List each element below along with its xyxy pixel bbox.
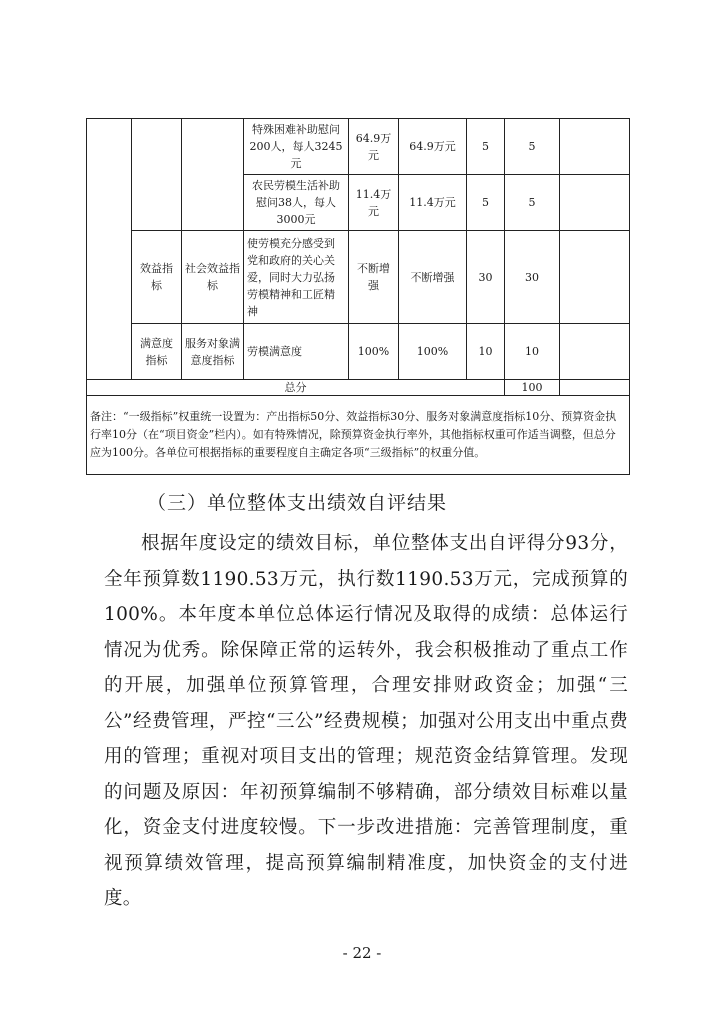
remark-cell bbox=[560, 119, 630, 175]
remark-cell bbox=[560, 175, 630, 231]
actual-cell: 64.9万元 bbox=[399, 119, 467, 175]
indicator-cell: 农民劳模生活补助慰问38人，每人3000元 bbox=[244, 175, 349, 231]
score-cell: 5 bbox=[505, 119, 560, 175]
level2-cell bbox=[132, 119, 182, 231]
actual-cell: 11.4万元 bbox=[399, 175, 467, 231]
table-row bbox=[87, 119, 630, 175]
table-row bbox=[87, 324, 630, 380]
remark-cell bbox=[560, 380, 630, 396]
level3-cell: 社会效益指标 bbox=[182, 231, 244, 324]
score-cell: 5 bbox=[505, 175, 560, 231]
total-label: 总分 bbox=[87, 380, 505, 396]
level3-cell: 服务对象满意度指标 bbox=[182, 324, 244, 380]
indicator-cell: 特殊困难补助慰问200人，每人3245元 bbox=[244, 119, 349, 175]
body-paragraph: 根据年度设定的绩效目标，单位整体支出自评得分93分，全年预算数1190.53万元，执行数1190.53万元，完成预算的100%。本年度本单位总体运行情况及取得的成绩：总体运行情况为优秀。除保障正常的运转外，我会积极推动了重点工作的开展，加强单位预算管理，合理安排财政资金；加强“三公”经费管理，严控“三公”经费规模；加强对公用支出中重点费用的管理；重视对项目支出的管理；规范资金结算管理。发现的问题及原因：年初预算编制不够精确，部分绩效目标难以量化，资金支付进度较慢。下一步改进措施：完善管理制度，重视预算绩效管理，提高预算编制精准度，加快资金的支付进度。 bbox=[104, 533, 628, 909]
performance-indicator-table bbox=[86, 118, 630, 475]
indicator-cell: 使劳模充分感受到党和政府的关心关爱，同时大力弘扬劳模精神和工匠精神 bbox=[244, 231, 349, 324]
target-cell: 不断增强 bbox=[349, 231, 399, 324]
remark-cell bbox=[560, 231, 630, 324]
table-row bbox=[87, 231, 630, 324]
level2-cell: 效益指标 bbox=[132, 231, 182, 324]
weight-cell: 5 bbox=[467, 119, 505, 175]
weight-cell: 30 bbox=[467, 231, 505, 324]
target-cell: 100% bbox=[349, 324, 399, 380]
total-row bbox=[87, 380, 630, 396]
weight-cell: 5 bbox=[467, 175, 505, 231]
total-score: 100 bbox=[505, 380, 560, 396]
target-cell: 64.9万元 bbox=[349, 119, 399, 175]
level3-cell bbox=[182, 119, 244, 231]
table-note: 备注：“一级指标”权重统一设置为：产出指标50分、效益指标30分、服务对象满意度指标10分、预算资金执行率10分（在“项目资金”栏内）。如有特殊情况，除预算资金执行率外，其他指标权重可作适当调整，但总分应为100分。各单位可根据指标的重要程度自主确定各项“三级指标”的权重分值。 bbox=[87, 396, 630, 475]
section-heading: （三）单位整体支出绩效自评结果 bbox=[147, 492, 448, 514]
page-number: - 22 - bbox=[342, 944, 382, 962]
weight-cell: 10 bbox=[467, 324, 505, 380]
actual-cell: 不断增强 bbox=[399, 231, 467, 324]
note-row bbox=[87, 396, 630, 475]
indicator-cell: 劳模满意度 bbox=[244, 324, 349, 380]
level1-cell bbox=[87, 119, 132, 380]
remark-cell bbox=[560, 324, 630, 380]
actual-cell: 100% bbox=[399, 324, 467, 380]
score-cell: 10 bbox=[505, 324, 560, 380]
level2-cell: 满意度指标 bbox=[132, 324, 182, 380]
target-cell: 11.4万元 bbox=[349, 175, 399, 231]
score-cell: 30 bbox=[505, 231, 560, 324]
